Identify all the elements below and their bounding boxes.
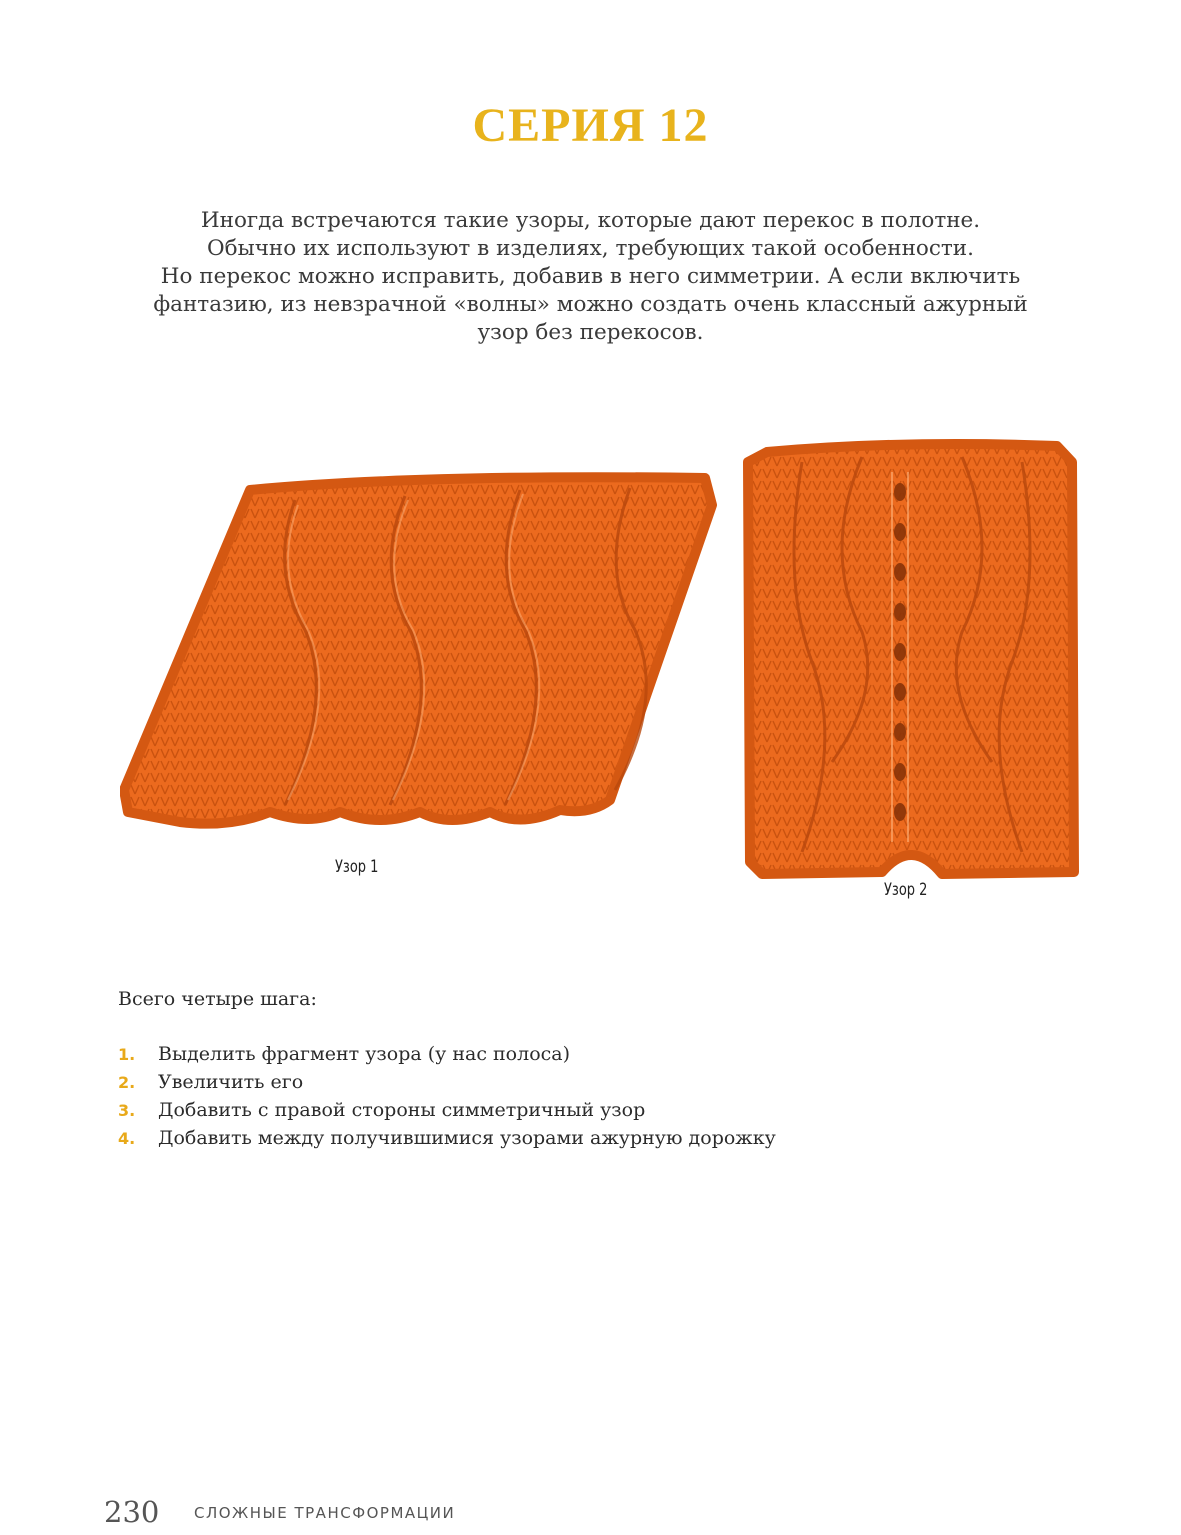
steps-intro: Всего четыре шага: bbox=[118, 988, 317, 1010]
steps-list bbox=[118, 1043, 776, 1155]
intro-line: Но перекос можно исправить, добавив в него симметрии. А если включить bbox=[160, 264, 1021, 289]
step-number: 4. bbox=[118, 1129, 136, 1148]
list-item bbox=[118, 1099, 776, 1127]
step-number: 3. bbox=[118, 1101, 136, 1120]
swatch-2-caption: Узор 2 bbox=[884, 880, 928, 900]
step-text: Добавить между получившимися узорами ажурную дорожку bbox=[158, 1127, 776, 1149]
step-number: 2. bbox=[118, 1073, 136, 1092]
step-text: Выделить фрагмент узора (у нас полоса) bbox=[158, 1043, 571, 1065]
step-text: Добавить с правой стороны симметричный узор bbox=[158, 1099, 646, 1121]
page-title: СЕРИЯ 12 bbox=[472, 99, 709, 152]
intro-line: узор без перекосов. bbox=[477, 320, 704, 345]
intro-line: Обычно их используют в изделиях, требующих такой особенности. bbox=[207, 236, 974, 261]
running-head: СЛОЖНЫЕ ТРАНСФОРМАЦИИ bbox=[194, 1504, 456, 1522]
intro-paragraph bbox=[120, 207, 1061, 347]
list-item bbox=[118, 1127, 776, 1155]
swatch-1-image bbox=[120, 460, 725, 840]
step-text: Увеличить его bbox=[158, 1071, 304, 1093]
list-item bbox=[118, 1043, 776, 1071]
swatch-1-caption: Узор 1 bbox=[335, 857, 379, 877]
intro-line: Иногда встречаются такие узоры, которые дают перекос в полотне. bbox=[200, 208, 981, 233]
page-number: 230 bbox=[104, 1495, 160, 1529]
swatch-2-image bbox=[742, 432, 1082, 884]
list-item bbox=[118, 1071, 776, 1099]
step-number: 1. bbox=[118, 1045, 136, 1064]
intro-line: фантазию, из невзрачной «волны» можно создать очень классный ажурный bbox=[153, 292, 1028, 317]
